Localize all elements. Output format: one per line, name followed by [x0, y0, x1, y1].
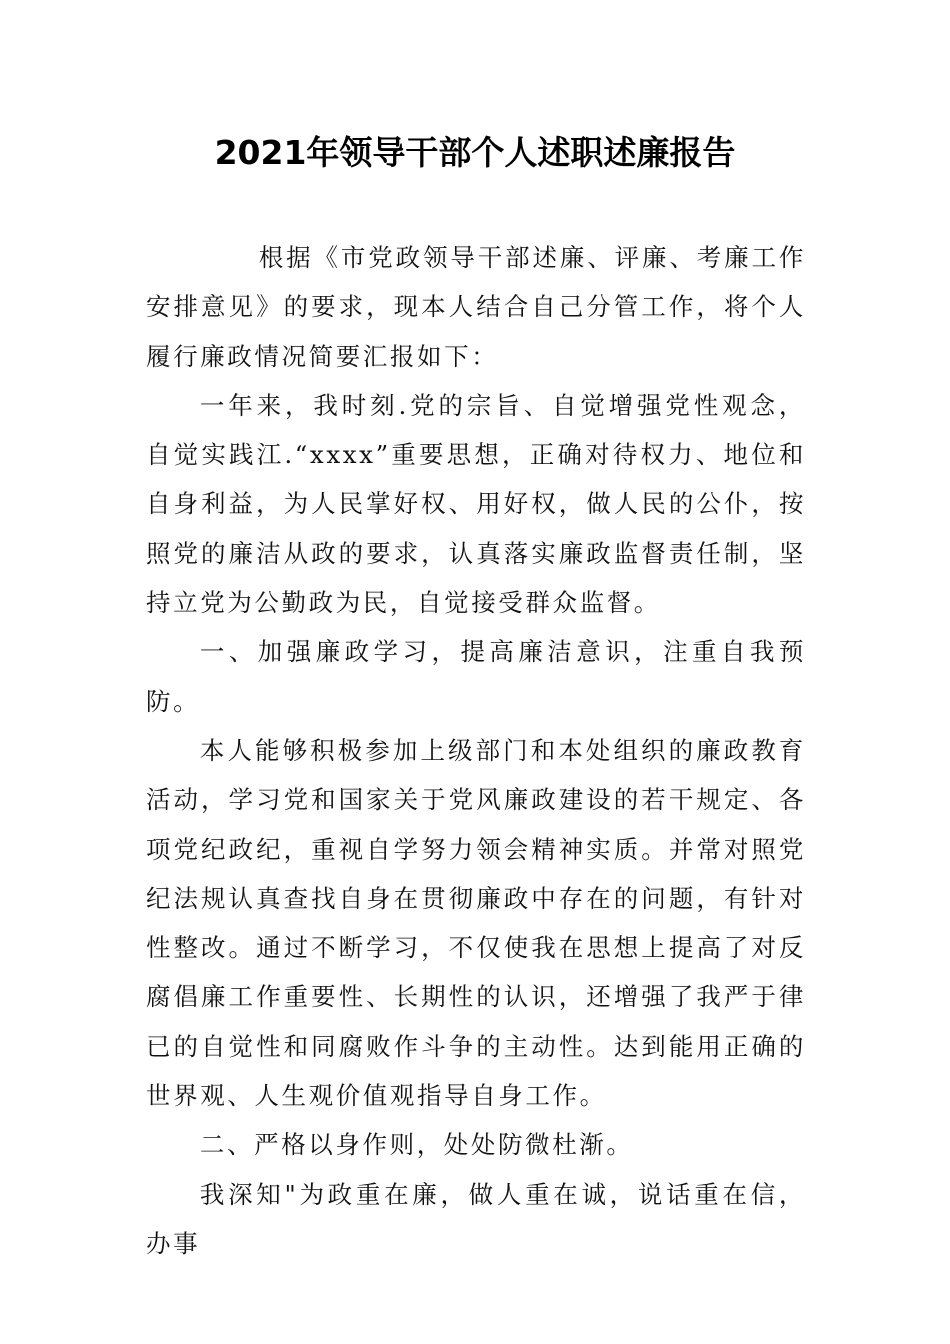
document-title: 2021年领导干部个人述职述廉报告 [214, 133, 736, 172]
document-body [146, 233, 806, 1268]
paragraph-section-1: 本人能够积极参加上级部门和本处组织的廉政教育活动，学习党和国家关于党风廉政建设的若干规定、各项党纪政纪，重视自学努力领会精神实质。并常对照党纪法规认真查找自身在贯彻廉政中存在的问题，有针对性整改。通过不断学习，不仅使我在思想上提高了对反腐倡廉工作重要性、长期性的认识，还增强了我严于律已的自觉性和同腐败作斗争的主动性。达到能用正确的世界观、人生观价值观指导自身工作。 [146, 735, 806, 1111]
paragraph-overview: 一年来，我时刻.党的宗旨、自觉增强党性观念，自觉实践江.“xxxx”重要思想，正确对待权力、地位和自身利益，为人民掌好权、用好权，做人民的公仆，按照党的廉洁从政的要求，认真落实廉政监督责任制，坚持立党为公勤政为民，自觉接受群众监督。 [146, 390, 806, 618]
section-heading-2: 二、严格以身作则，处处防微杜渐。 [199, 1130, 634, 1160]
paragraph-intro: 根据《市党政领导干部述廉、评廉、考廉工作安排意见》的要求，现本人结合自己分管工作，将个人履行廉政情况简要汇报如下： [146, 243, 806, 371]
section-heading-1: 一、加强廉政学习，提高廉洁意识，注重自我预防。 [146, 637, 806, 716]
paragraph-section-2: 我深知"为政重在廉，做人重在诚，说话重在信，办事 [146, 1179, 806, 1258]
